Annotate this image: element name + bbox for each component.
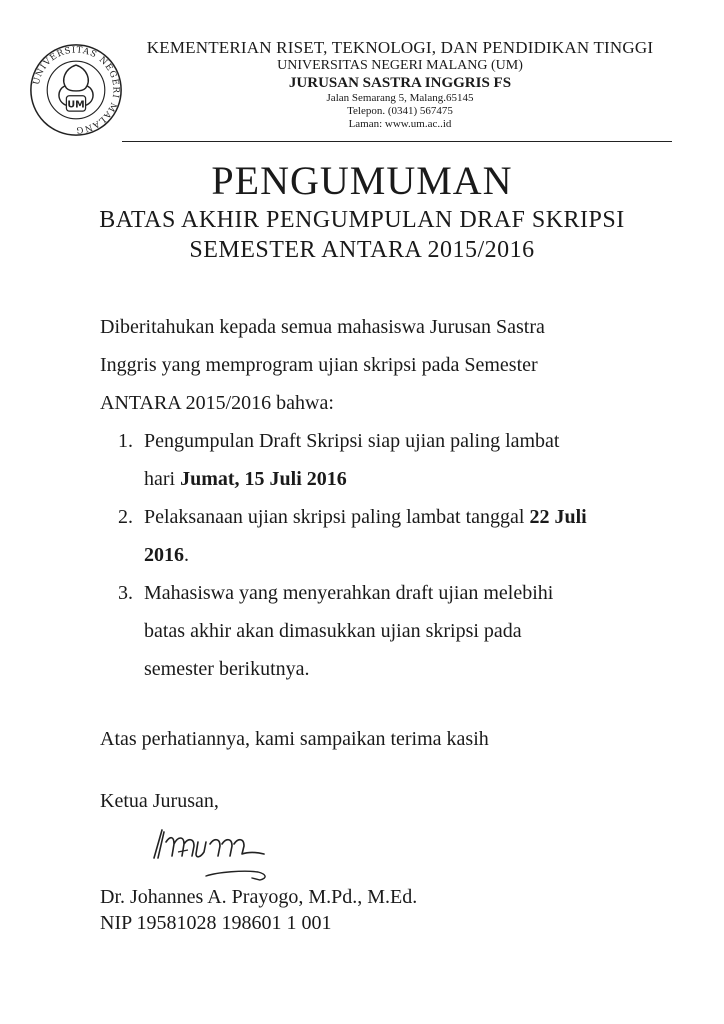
item-number: 2.: [118, 506, 133, 528]
closing-text: Atas perhatiannya, kami sampaikan terima kasih: [100, 728, 489, 750]
item-text: batas akhir akan dimasukkan ujian skripsi pada: [144, 620, 522, 642]
item-text: semester berikutnya.: [144, 658, 310, 680]
subtitle-line-1: BATAS AKHIR PENGUMPULAN DRAF SKRIPSI: [99, 207, 625, 233]
intro-line: Inggris yang memprogram ujian skripsi pada Semester: [100, 354, 538, 376]
signatory-title: Ketua Jurusan,: [100, 790, 219, 812]
intro-line: ANTARA 2015/2016 bahwa:: [100, 392, 334, 414]
item-text: hari: [144, 468, 181, 490]
item-text: Pelaksanaan ujian skripsi paling lambat tanggal: [144, 506, 530, 528]
signatory-nip: NIP 19581028 198601 1 001: [100, 912, 332, 934]
intro-paragraph: [100, 308, 640, 422]
page-title: PENGUMUMAN: [211, 158, 513, 203]
letterhead-divider: [122, 141, 672, 142]
subtitle-line-2: SEMESTER ANTARA 2015/2016: [189, 237, 535, 263]
department-name: JURUSAN SASTRA INGGRIS FS: [288, 75, 512, 91]
list-item-1: [118, 422, 638, 498]
university-name: UNIVERSITAS NEGERI MALANG (UM): [277, 58, 523, 73]
handwritten-signature: [148, 822, 308, 886]
university-seal-logo: [28, 42, 124, 138]
website: Laman: www.um.ac..id: [348, 118, 452, 130]
intro-line: Diberitahukan kepada semua mahasiswa Jurusan Sastra: [100, 316, 545, 338]
svg-text:UNIVERSITAS NEGERI MALANG: UNIVERSITAS NEGERI MALANG: [31, 45, 121, 135]
list-item-2: [118, 498, 638, 574]
exam-date: 22 Juli: [529, 506, 587, 528]
list-item-3: [118, 574, 638, 688]
item-text: Mahasiswa yang menyerahkan draft ujian melebihi: [144, 582, 554, 604]
item-number: 3.: [118, 582, 133, 604]
item-text: Pengumpulan Draft Skripsi siap ujian paling lambat: [144, 430, 560, 452]
phone: Telepon. (0341) 567475: [347, 105, 453, 117]
signatory-name: Dr. Johannes A. Prayogo, M.Pd., M.Ed.: [100, 886, 418, 908]
exam-date-year: 2016: [144, 544, 184, 566]
address: Jalan Semarang 5, Malang.65145: [326, 92, 474, 104]
ministry-name: KEMENTERIAN RISET, TEKNOLOGI, DAN PENDIDIKAN TINGGI: [146, 38, 654, 57]
letterhead: [120, 38, 680, 131]
item-number: 1.: [118, 430, 133, 452]
svg-text:UM: UM: [67, 99, 85, 111]
item-text: .: [184, 544, 189, 566]
deadline-date: Jumat, 15 Juli 2016: [180, 468, 347, 490]
